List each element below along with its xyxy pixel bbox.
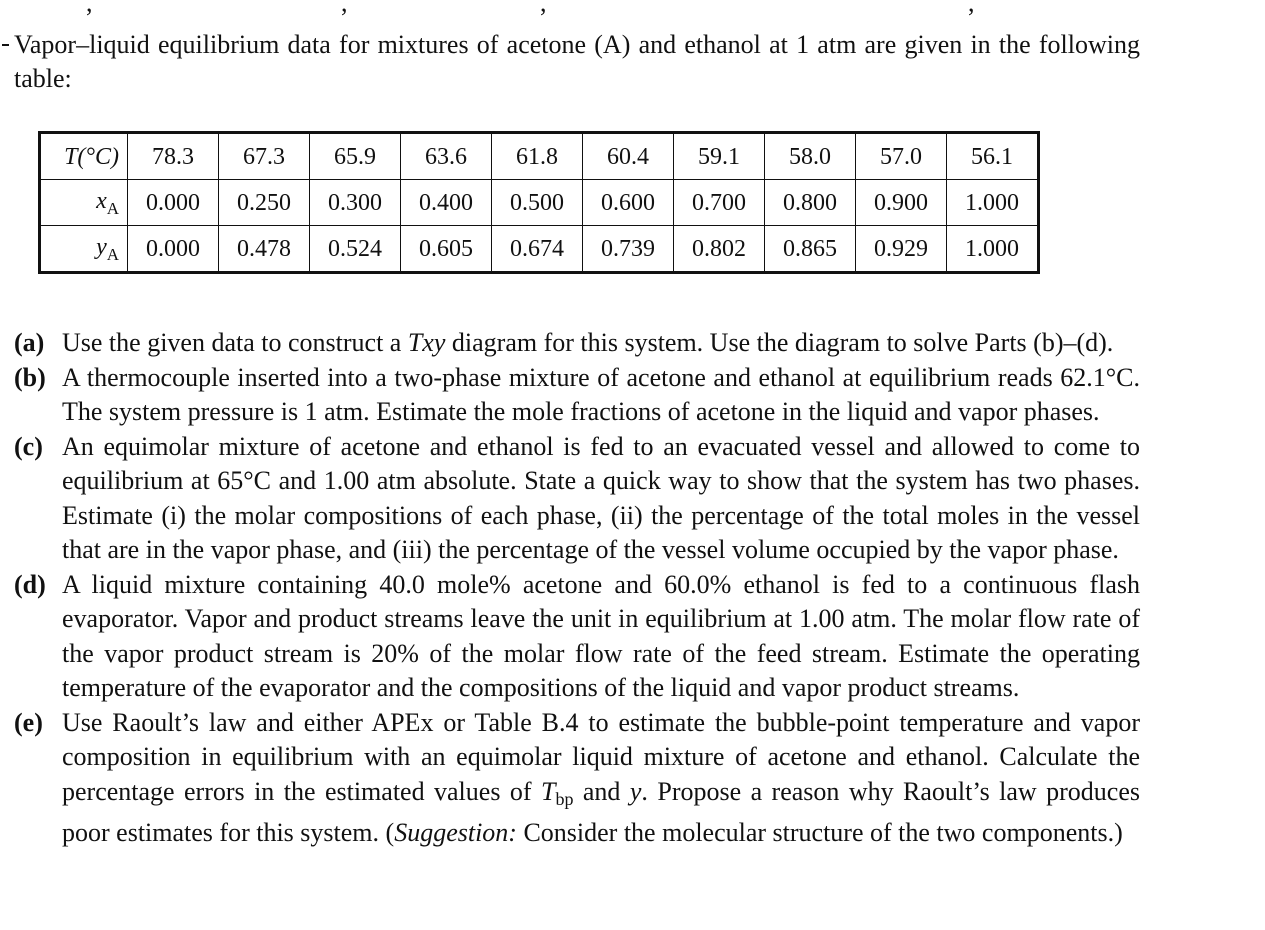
- part-text: A thermocouple inserted into a two-phase mixture of acetone and ethanol at equilibrium reads 62.1°C. The system pressure is 1 atm. Estimate the mole fractions of acetone in the liquid and vapor phases.: [62, 362, 1140, 426]
- table-cell: 0.000: [128, 226, 219, 273]
- part-c: [14, 430, 1140, 568]
- part-label: (b): [14, 362, 46, 392]
- table-cell: 1.000: [947, 180, 1039, 226]
- table-cell: 0.865: [765, 226, 856, 273]
- vapor-fraction-row: [40, 226, 1039, 273]
- part-d: [14, 568, 1140, 706]
- table-cell: 58.0: [765, 133, 856, 180]
- vle-data-table: [38, 131, 1040, 274]
- row-header-label: T(°C): [64, 143, 119, 170]
- part-text: and: [573, 776, 630, 806]
- component-subscript: A: [106, 198, 119, 218]
- table-cell: 0.800: [765, 180, 856, 226]
- problem-parts: [14, 326, 1140, 851]
- table-cell: 0.478: [219, 226, 310, 273]
- table-cell: 0.674: [492, 226, 583, 273]
- row-header: [40, 226, 128, 273]
- txy-term: Txy: [407, 328, 446, 357]
- table-cell: 57.0: [856, 133, 947, 180]
- vapor-fraction-symbol: y: [629, 776, 642, 806]
- table-cell: 78.3: [128, 133, 219, 180]
- part-e: [14, 706, 1140, 851]
- component-subscript: A: [106, 244, 119, 264]
- table-cell: 0.900: [856, 180, 947, 226]
- liquid-fraction-row: [40, 180, 1039, 226]
- part-text: A liquid mixture containing 40.0 mole% acetone and 60.0% ethanol is fed to a continuous flash evaporator. Vapor and product streams leave the unit in equilibrium at 1.00 atm. The molar flow rate of the vapor product stream is 20% of the molar flow rate of the feed stream. Estimate the operating temperature of the evaporator and the compositions of the liquid and vapor product streams.: [62, 569, 1140, 702]
- part-b: [14, 361, 1140, 430]
- table-cell: 67.3: [219, 133, 310, 180]
- problem-marker: [2, 44, 9, 46]
- part-text: Use Raoult’s law and either APEx or Table B.4 to estimate the bubble-point temperature and vapor composition in equilibrium with an equimolar liquid mixture of acetone and ethanol. Calculate the percentage errors in the estimated values of: [62, 707, 1140, 806]
- bubble-point-subscript: bp: [555, 788, 574, 809]
- part-text: diagram for this system. Use the diagram to solve Parts (b)–(d).: [445, 328, 1114, 357]
- table-cell: 0.600: [583, 180, 674, 226]
- temperature-row: [40, 133, 1039, 180]
- table-cell: 60.4: [583, 133, 674, 180]
- row-header: [40, 180, 128, 226]
- table-cell: 0.802: [674, 226, 765, 273]
- part-text: An equimolar mixture of acetone and ethanol is fed to an evacuated vessel and allowed to come to equilibrium at 65°C and 1.00 atm absolute. State a quick way to show that the system has two phases. Estimate (i) the molar compositions of each phase, (ii) the percentage of the total moles in the vessel that are in the vapor phase, and (iii) the percentage of the vessel volume occupied by the vapor phase.: [62, 431, 1140, 564]
- table-cell: 63.6: [401, 133, 492, 180]
- table-cell: 0.500: [492, 180, 583, 226]
- table-cell: 0.400: [401, 180, 492, 226]
- part-label: (e): [14, 707, 43, 737]
- table-cell: 0.929: [856, 226, 947, 273]
- table-cell: 0.300: [310, 180, 401, 226]
- table-cell: 0.250: [219, 180, 310, 226]
- part-text: . Propose a reason why Raoult’s law produces poor estimates for this system. (: [62, 776, 1140, 847]
- table-cell: 65.9: [310, 133, 401, 180]
- cropped-previous-line: , , , ,: [86, 0, 975, 17]
- suggestion-label: Suggestion:: [394, 818, 517, 847]
- table-cell: 0.000: [128, 180, 219, 226]
- part-a: [14, 326, 1140, 361]
- table-cell: 0.605: [401, 226, 492, 273]
- row-header-label: x: [96, 187, 107, 214]
- part-label: (a): [14, 328, 45, 357]
- temperature-symbol: T: [540, 776, 556, 806]
- table-cell: 61.8: [492, 133, 583, 180]
- part-label: (c): [14, 431, 43, 461]
- table-cell: 1.000: [947, 226, 1039, 273]
- row-header-label: y: [96, 233, 107, 260]
- part-text: Use the given data to construct a: [62, 328, 408, 357]
- part-label: (d): [14, 569, 46, 599]
- table-cell: 0.700: [674, 180, 765, 226]
- table-cell: 0.524: [310, 226, 401, 273]
- problem-intro: Vapor–liquid equilibrium data for mixtures of acetone (A) and ethanol at 1 atm are given in the following table:: [14, 30, 1140, 93]
- row-header: [40, 133, 128, 180]
- table-cell: 56.1: [947, 133, 1039, 180]
- table-cell: 0.739: [583, 226, 674, 273]
- part-text: Consider the molecular structure of the two components.): [516, 818, 1123, 847]
- table-cell: 59.1: [674, 133, 765, 180]
